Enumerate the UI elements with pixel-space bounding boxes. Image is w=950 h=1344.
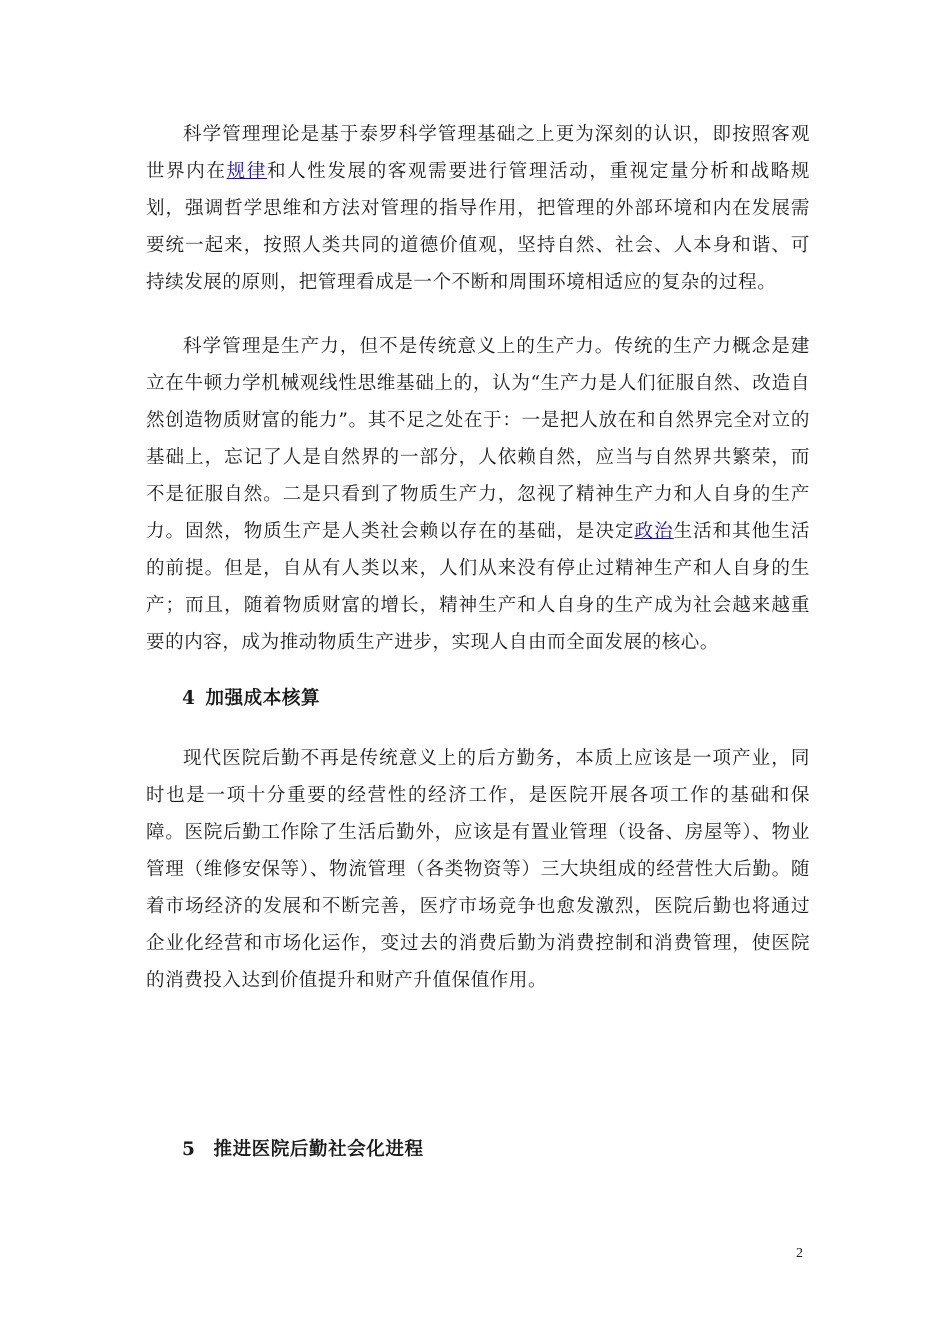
paragraph-text: 科学管理理论是基于泰罗科学管理基础之上更为深刻的认识，即按照客观世界内在: [146, 124, 810, 182]
paragraph-text: 和人性发展的客观需要进行管理活动，重视定量分析和战略规划，强调哲学思维和方法对管理的指导作用，把管理的外部环境和内在发展需要统一起来，按照人类共同的道德价值观，坚持自然、社会、人本身和谐、可持续发展的原则，把管理看成是一个不断和周围环境相适应的复杂的过程。: [146, 161, 811, 293]
paragraph-text: 科学管理是生产力，但不是传统意义上的生产力。传统的生产力概念是建立在牛顿力学机械观线性思维基础上的，认为“生产力是人们征服自然、改造自然创造物质财富的能力”。其不足之处在于：一是把人放在和自然界完全对立的基础上，忘记了人是自然界的一部分，人依赖自然，应当与自然界共繁荣，而不是征服自然。二是只看到了物质生产力，忽视了精神生产力和人自身的生产力。固然，物质生产是人类社会赖以存在的基础，是决定: [146, 336, 810, 542]
section-number: 5: [182, 1139, 196, 1160]
section-title: 推进医院后勤社会化进程: [213, 1139, 424, 1160]
paragraph-scientific-management-theory: [146, 116, 810, 301]
section-title: 加强成本核算: [205, 688, 321, 709]
paragraph-productivity: [146, 328, 810, 661]
paragraph-text: 现代医院后勤不再是传统意义上的后方勤务，本质上应该是一项产业，同时也是一项十分重要的经营性的经济工作，是医院开展各项工作的基础和保障。医院后勤工作除了生活后勤外，应该是有置业管理（设备、房屋等）、物业管理（维修安保等）、物流管理（各类物资等）三大块组成的经营性大后勤。随着市场经济的发展和不断完善，医疗市场竞争也愈发激烈，医院后勤也将通过企业化经营和市场化运作，变过去的消费后勤为消费控制和消费管理，使医院的消费投入达到价值提升和财产升值保值作用。: [146, 748, 810, 991]
paragraph-hospital-logistics: [146, 740, 810, 999]
page-number: 2: [796, 1246, 803, 1261]
section-heading-4: [182, 684, 320, 714]
section-heading-5: [182, 1135, 424, 1165]
paragraph-text: 生活和其他生活的前提。但是，自从有人类以来，人们从来没有停止过精神生产和人自身的生产；而且，随着物质财富的增长，精神生产和人自身的生产成为社会越来越重要的内容，成为推动物质生产进步，实现人自由而全面发展的核心。: [146, 521, 810, 653]
link-zhengzhi[interactable]: 政治: [634, 521, 674, 542]
section-number: 4: [182, 688, 196, 709]
link-guilv[interactable]: 规律: [226, 161, 267, 182]
